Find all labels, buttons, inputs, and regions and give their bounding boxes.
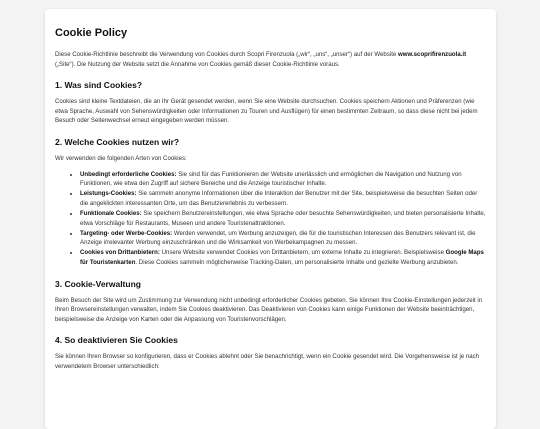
list-item-text-2: . Diese Cookies sammeln möglicherweise Tracking-Daten, um personalisierte Inhalte und gezielte Werbung anzubieten. bbox=[135, 258, 459, 266]
list-item-text: Unsere Website verwendet Cookies von Drittanbietern, um externe Inhalte zu integrieren. Beispielsweise bbox=[159, 249, 446, 257]
list-item bbox=[80, 248, 486, 267]
section-text-what-are-cookies: Cookies sind kleine Textdateien, die an Ihr Gerät gesendet werden, wenn Sie eine Website durchsuchen. Cookies speichern Aktionen und Präferenzen (wie etwa Sprache, Auswahl von Sehenswürdigkeiten oder Informationen zu Touren und Ausflügen) für einen bestimmten Zeitraum, so dass diese nicht bei jedem Besuch oder Seitenwechsel erneut eingegeben werden müssen. bbox=[55, 98, 478, 125]
list-item bbox=[80, 170, 486, 189]
list-item-term: Leistungs-Cookies: bbox=[80, 190, 137, 198]
list-item-text: Werden verwendet, um Werbung anzuzeigen, die für die touristischen Interessen des Benutzers relevant ist, die Anzeige irrelevanter Werbung einzuschränken und die Wirksamkeit von Werbekampagnen zu messen. bbox=[80, 229, 476, 247]
list-item-text: Sie sind für das Funktionieren der Website unerlässlich und ermöglichen die Navigation und Nutzung von Funktionen, wie etwa den Zugriff auf sichere Bereiche und die Anzeige touristischer Inhalte. bbox=[80, 170, 462, 188]
section-text-cookie-management: Beim Besuch der Site wird um Zustimmung zur Verwendung nicht unbedingt erforderlicher Cookies gebeten. Sie können Ihre Cookie-Einstellungen jederzeit in Ihren Browsereinstellungen verwalten, indem Sie Cookies deaktivieren. Das Deaktivieren von Cookies kann einige Funktionen der Website beeinträchtigen, beispielsweise die Anzeige von Karten oder die Anpassung von Touristenvorschlägen. bbox=[55, 296, 483, 323]
cookie-policy-card bbox=[45, 9, 496, 429]
section-heading-which-cookies: 2. Welche Cookies nutzen wir? bbox=[55, 136, 180, 147]
section-text-disable-cookies: Sie können Ihren Browser so konfigurieren, dass er Cookies ablehnt oder Sie benachrichtigt, wenn ein Cookie gesendet wird. Die Vorgehensweise ist je nach verwendetem Browser unterschiedlich: bbox=[55, 353, 480, 370]
intro-text-2: („Site“). Die Nutzung der Website setzt die Annahme von Cookies gemäß dieser Cookie-Richtlinie voraus. bbox=[55, 60, 340, 68]
section-intro-which-cookies: Wir verwenden die folgenden Arten von Cookies: bbox=[55, 154, 187, 162]
list-item bbox=[80, 189, 486, 208]
google-maps-term: Google Maps für Touristenkarten bbox=[80, 249, 484, 266]
list-item-term: Funktionale Cookies: bbox=[80, 209, 142, 217]
list-item-term: Targeting- oder Werbe-Cookies: bbox=[80, 229, 173, 237]
list-item-text: Sie speichern Benutzereinstellungen, wie etwa Sprache oder besuchte Sehenswürdigkeiten, und bieten personalisierte Inhalte, etwa Vorschläge für Restaurants, Museen und andere Touristenattraktionen. bbox=[80, 209, 486, 227]
section-heading-what-are-cookies: 1. Was sind Cookies? bbox=[55, 80, 143, 91]
list-item bbox=[80, 209, 486, 228]
cookie-types-list bbox=[55, 170, 486, 268]
list-item bbox=[80, 229, 486, 248]
list-item-term: Unbedingt erforderliche Cookies: bbox=[80, 170, 177, 178]
section-heading-disable-cookies: 4. So deaktivieren Sie Cookies bbox=[55, 335, 178, 346]
list-item-term: Cookies von Drittanbietern: bbox=[80, 249, 160, 257]
page-title: Cookie Policy bbox=[55, 27, 128, 39]
section-heading-cookie-management: 3. Cookie-Verwaltung bbox=[55, 278, 141, 289]
intro-paragraph bbox=[55, 50, 486, 69]
intro-text-1: Diese Cookie-Richtlinie beschreibt die Verwendung von Cookies durch Scopri Firenzuola („wir“, „uns“, „unser“) auf der Website bbox=[55, 51, 398, 58]
site-name: www.scoprifirenzuola.it bbox=[397, 51, 467, 58]
list-item-text: Sie sammeln anonyme Informationen über die Interaktion der Benutzer mit der Site, beispielsweise die besuchten Seiten oder die angeklickten interessanten Orte, um das Benutzererlebnis zu verbessern. bbox=[80, 190, 478, 207]
